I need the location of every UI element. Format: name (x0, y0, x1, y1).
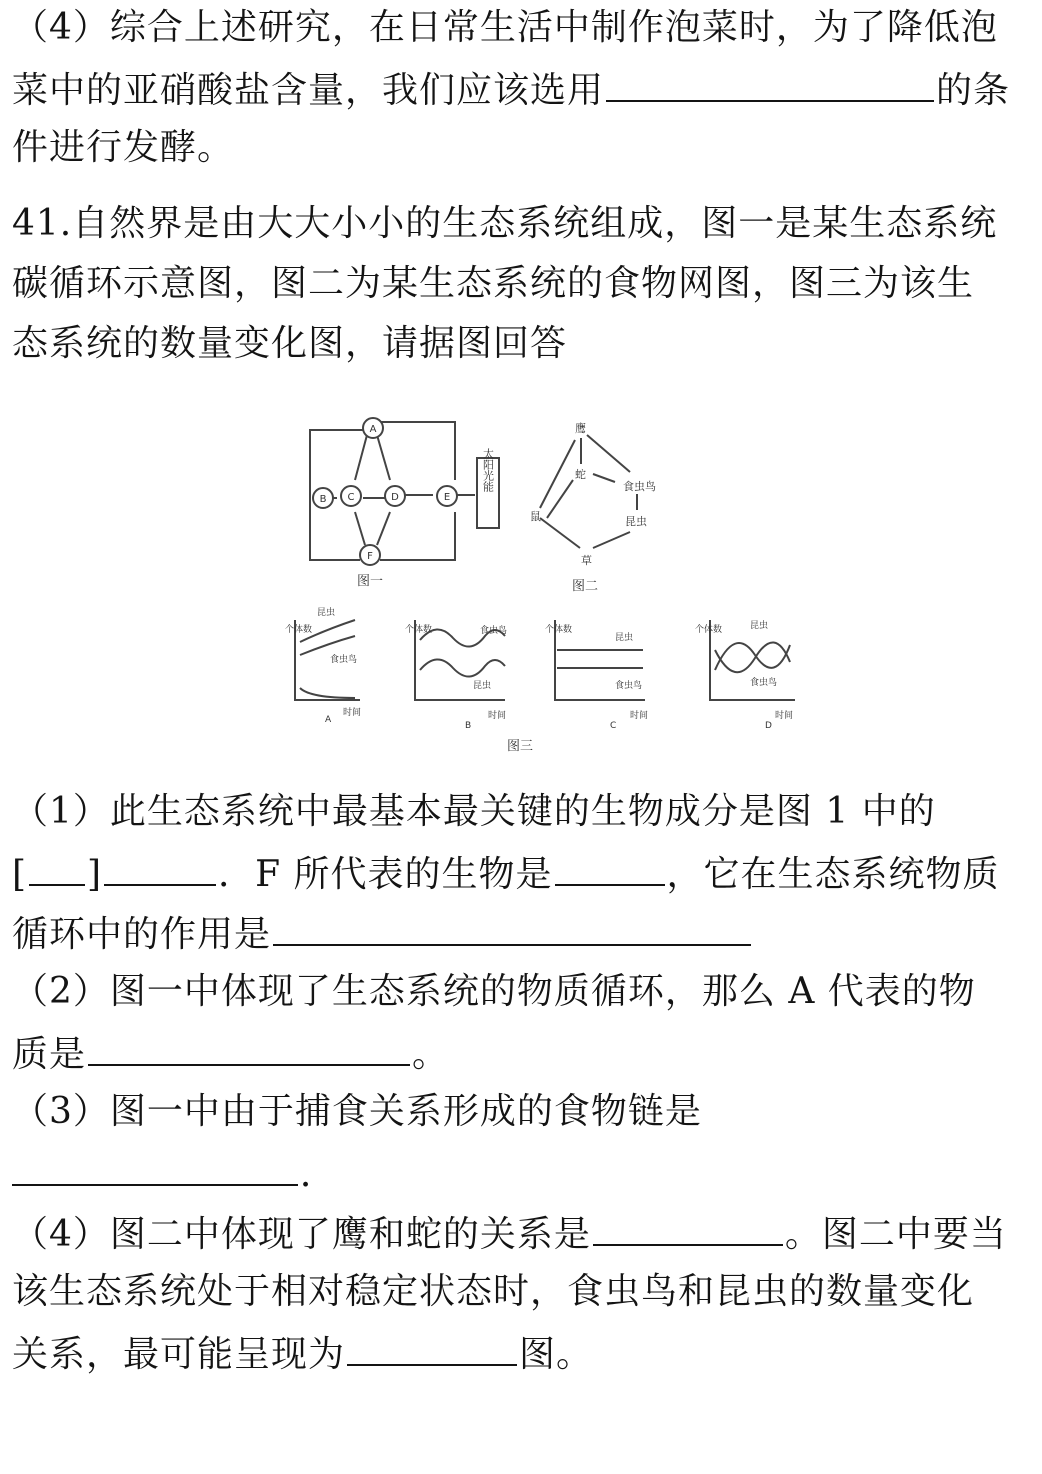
prev-q4-text: 菜中的亚硝酸盐含量，我们应该选用 (12, 70, 605, 111)
fig1-label-e: E (443, 492, 451, 503)
fig2-edge-bird-snake (593, 474, 615, 482)
fig3-c-letter: C (610, 721, 617, 731)
fig2-mouse: 鼠 (530, 510, 541, 523)
fig3-c-top-label: 昆虫 (615, 633, 634, 643)
fig3-b-xlabel: 时间 (488, 711, 507, 721)
sub4-line3 (12, 1330, 593, 1377)
fig2-caption: 图二 (571, 579, 599, 594)
q41-stem-line3: 态系统的数量变化图，请据图回答 (12, 323, 568, 364)
fig3-b-ylabel: 个体数 (405, 625, 433, 635)
fig3-a-letter: A (325, 715, 332, 725)
fig3-a-bottom-label: 食虫鸟 (330, 655, 358, 665)
fig2-snake: 蛇 (575, 468, 586, 481)
sub1-text-cycle: 循环中的作用是 (12, 914, 272, 955)
sub2-text: 质是 (12, 1034, 87, 1075)
fig1-edge (377, 512, 390, 545)
bracket-answer[interactable]: [ ] (12, 850, 102, 897)
prev-q4-text-end: 的条 (936, 70, 1011, 111)
fig1-label-d: D (391, 492, 399, 503)
fig1-edge (355, 512, 365, 545)
fig1-edge (380, 512, 455, 560)
sub3-line2 (12, 1150, 337, 1197)
sub4-line1 (12, 1210, 1007, 1257)
fig2-bird: 食虫鸟 (623, 480, 656, 493)
answer-blank[interactable] (88, 1030, 410, 1066)
fig1-label-f: F (367, 551, 373, 562)
sub1-text-role: ，它在生态系统物质 (666, 854, 1000, 895)
sub1-line3 (12, 910, 753, 957)
fig2-edge-bird-eagle (587, 435, 630, 472)
fig3-a-xlabel: 时间 (343, 708, 362, 718)
sub1-line2 (12, 850, 1000, 897)
sub2-line1: （2）图一中体现了生态系统的物质循环，那么 A 代表的物 (12, 971, 976, 1012)
prev-q4-line2 (12, 66, 1010, 113)
sub3-text-end: ． (300, 1154, 338, 1195)
fig3-a-top-label: 昆虫 (317, 608, 336, 618)
fig1-label-a: A (369, 424, 377, 435)
sub2-line2 (12, 1030, 449, 1077)
fig3-c-ylabel: 个体数 (545, 625, 573, 635)
fig3-b-letter: B (465, 721, 472, 731)
fig3-a-ylabel: 个体数 (285, 625, 313, 635)
sub4-text-end: 图。 (519, 1334, 594, 1375)
sub4-line2: 该生态系统处于相对稳定状态时，食虫鸟和昆虫的数量变化 (12, 1271, 975, 1312)
figure-block (285, 400, 825, 770)
fig1-label-b: B (319, 494, 327, 505)
fig1-arrow-a-e (380, 422, 455, 480)
fig2-edge-grass-insect (593, 532, 630, 548)
fig3-b-top-label: 食虫鸟 (480, 626, 508, 636)
answer-blank[interactable] (273, 910, 751, 946)
fig3-b-wave-bottom (420, 659, 505, 676)
sub2-text-end: 。 (412, 1034, 450, 1075)
answer-blank[interactable] (104, 850, 216, 886)
fig2-edge-mouse-eagle (540, 440, 575, 508)
sub4-text-mid: 。图二中要当 (784, 1214, 1007, 1255)
fig1-label-c: C (347, 492, 355, 503)
fig3-d-bottom-label: 食虫鸟 (750, 678, 778, 688)
fig1-edge (377, 435, 390, 480)
answer-blank[interactable] (12, 1150, 298, 1186)
answer-blank[interactable] (593, 1210, 783, 1246)
fig3-d-top-label: 昆虫 (750, 621, 769, 631)
prev-q4-line3: 件进行发酵。 (12, 127, 235, 168)
fig2-insect: 昆虫 (625, 515, 647, 528)
fig3-a-curve-bottom (300, 688, 355, 698)
answer-blank[interactable] (555, 850, 665, 886)
sub1-text-f: ．F 所代表的生物是 (218, 854, 553, 895)
fig1-edge (355, 435, 367, 480)
bracket-blank[interactable] (29, 850, 85, 886)
sub3-line1: （3）图一中由于捕食关系形成的食物链是 (12, 1091, 702, 1132)
fig3-c-xlabel: 时间 (630, 711, 649, 721)
fig3-d-wave-2 (715, 642, 790, 672)
prev-q4-line1: （4）综合上述研究，在日常生活中制作泡菜时，为了降低泡 (12, 7, 998, 48)
fig3-b-bottom-label: 昆虫 (473, 681, 492, 691)
fig3-caption: 图三 (506, 739, 534, 754)
fig2-edge-grass-mouse (540, 518, 580, 548)
sub1-line1: （1）此生态系统中最基本最关键的生物成分是图 1 中的 (12, 791, 936, 832)
sub4-text-relation: 关系，最可能呈现为 (12, 1334, 346, 1375)
q41-stem-line2: 碳循环示意图，图二为某生态系统的食物网图，图三为该生 (12, 263, 975, 304)
fig2-eagle: 鹰 (575, 422, 586, 435)
fig3-d-xlabel: 时间 (775, 711, 794, 721)
fig3-d-ylabel: 个体数 (695, 625, 723, 635)
fig1-sun-label: 太阳光能 (481, 448, 495, 492)
sub4-text: （4）图二中体现了鹰和蛇的关系是 (12, 1214, 591, 1255)
fig1-caption: 图一 (356, 574, 384, 589)
answer-blank[interactable] (606, 66, 934, 102)
fig3-d-letter: D (765, 721, 772, 731)
fig3-c-bottom-label: 食虫鸟 (615, 681, 643, 691)
fig2-grass: 草 (581, 554, 592, 567)
q41-stem-line1: 41.自然界是由大大小小的生态系统组成，图一是某生态系统 (12, 203, 998, 244)
answer-blank[interactable] (347, 1330, 517, 1366)
